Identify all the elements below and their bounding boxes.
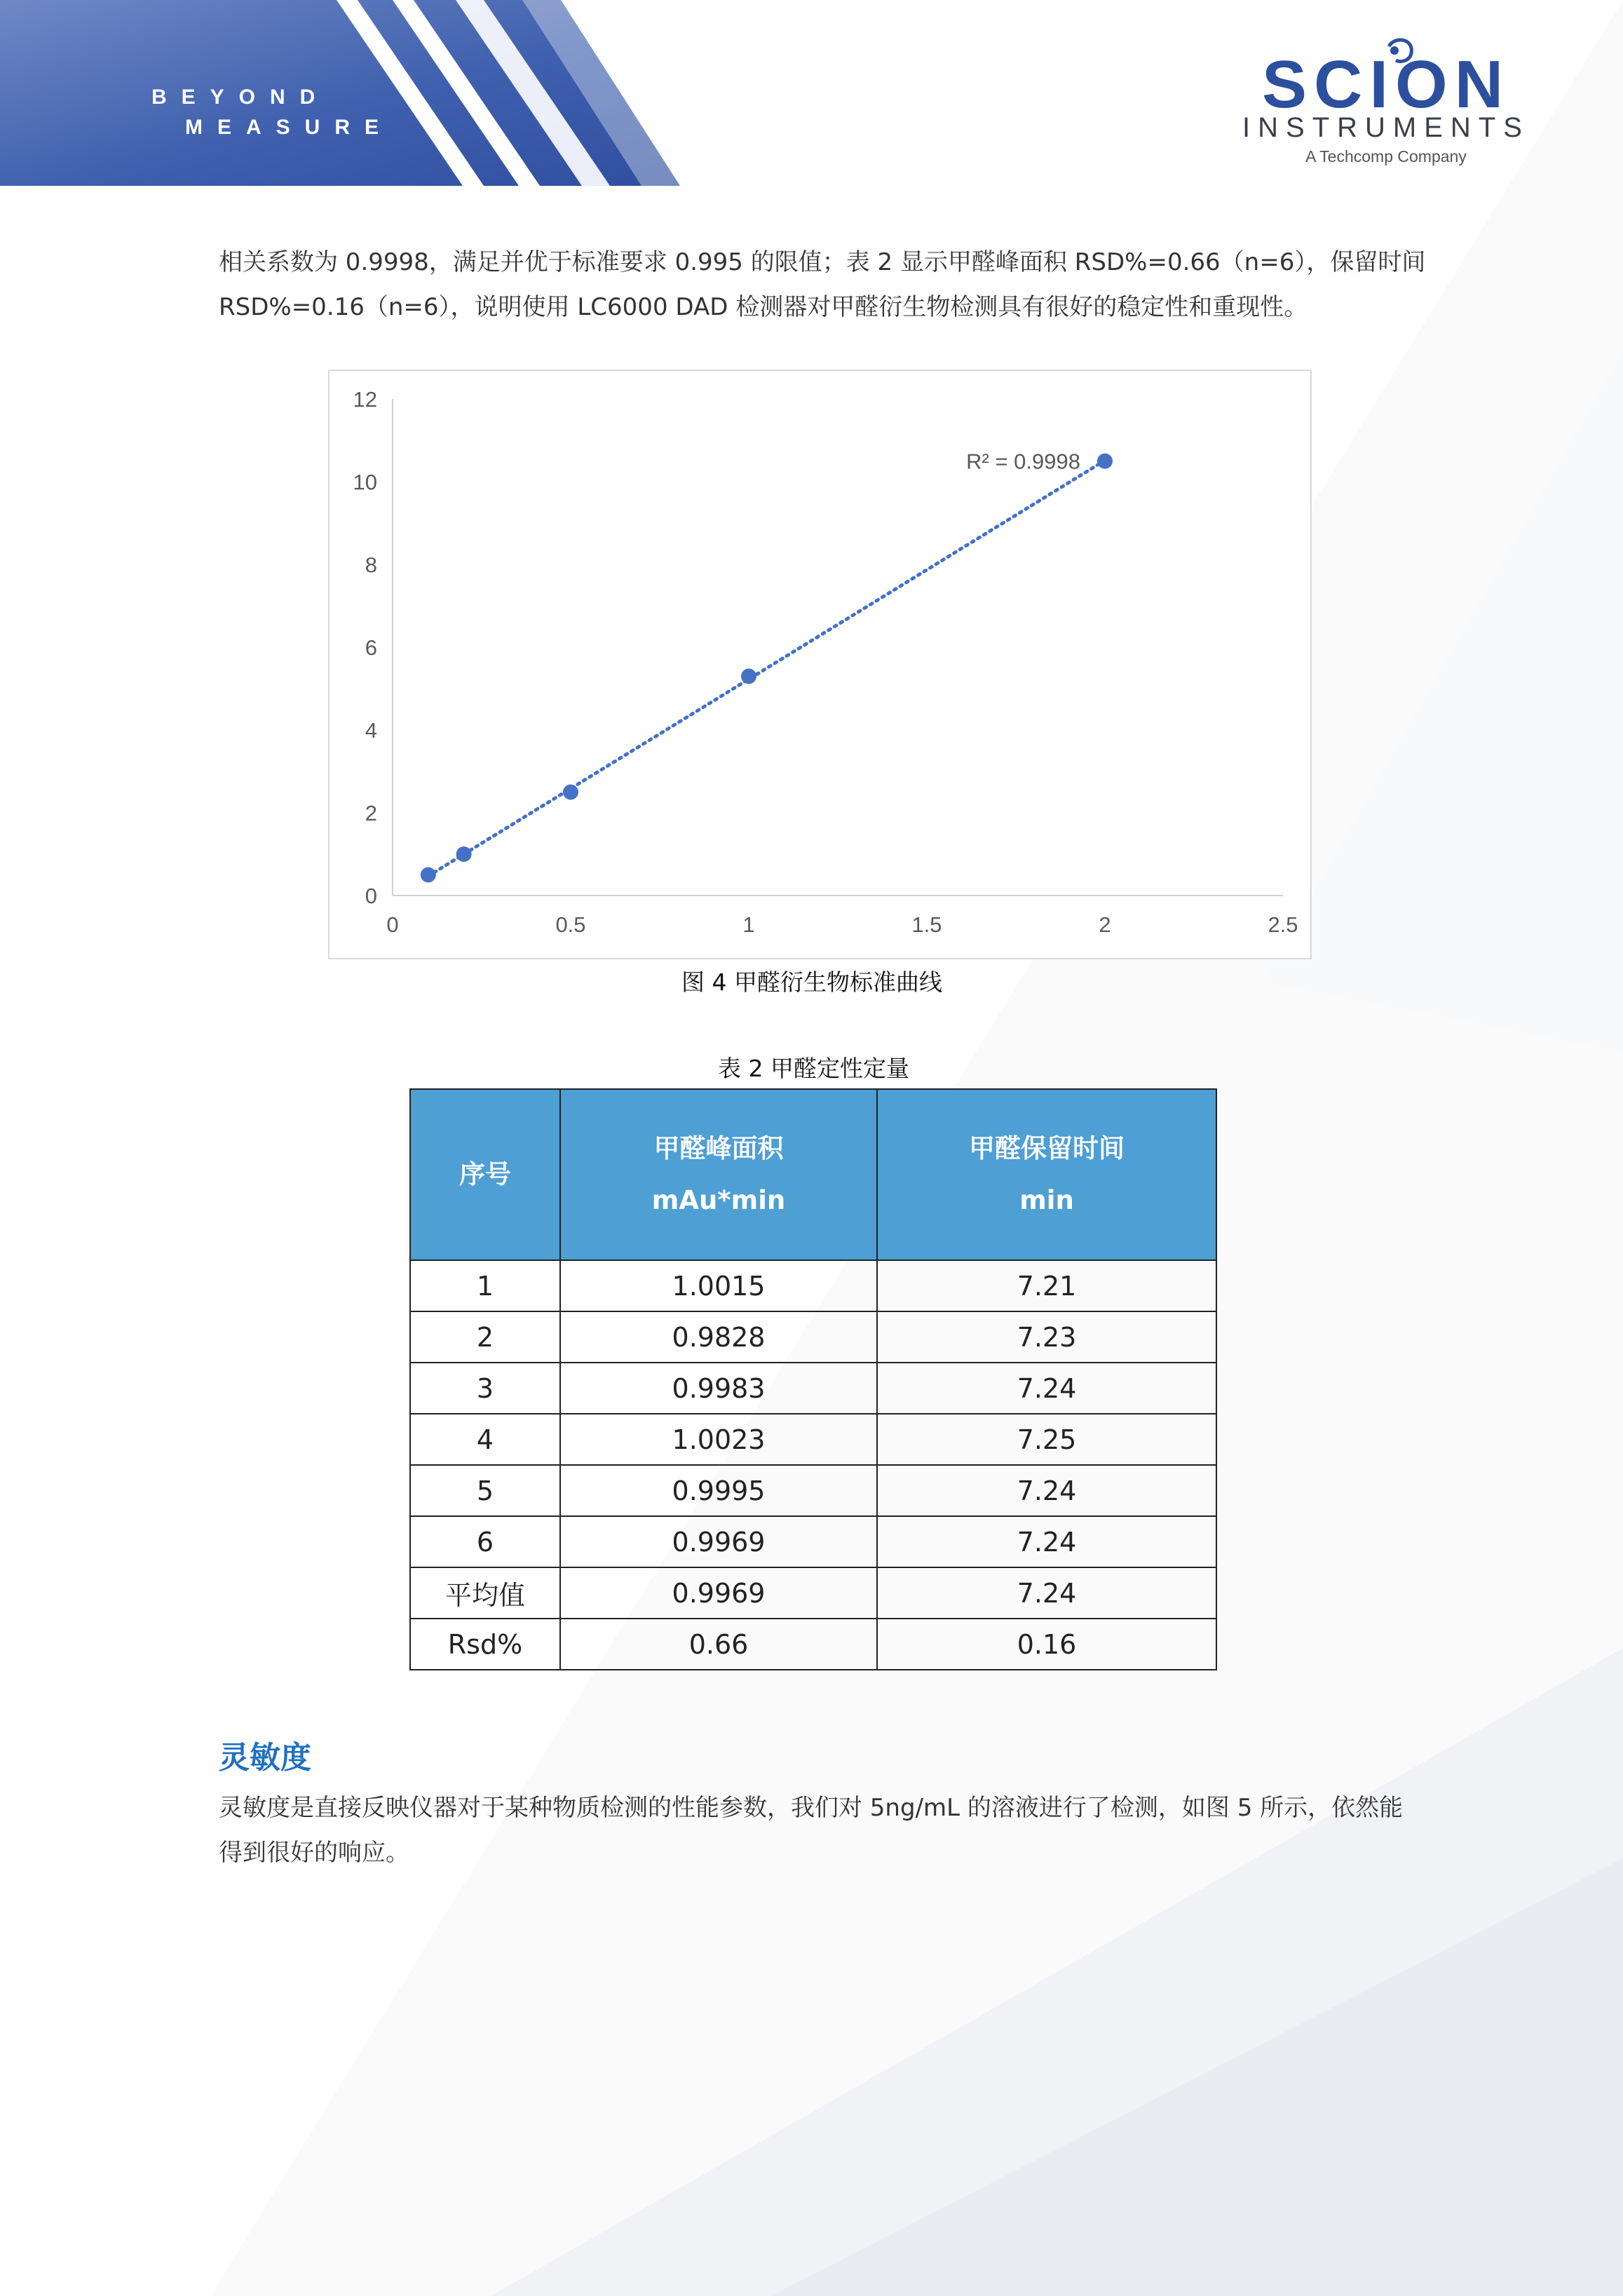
data-point [1097,454,1113,469]
cell-peak-area: 0.66 [560,1619,877,1670]
table-caption: 表 2 甲醛定性定量 [718,1055,909,1082]
table-row [410,1260,1216,1311]
cell-index: 5 [410,1465,560,1516]
logo-wordmark: SCION [1261,47,1511,122]
logo-subtitle: INSTRUMENTS [1242,112,1530,143]
y-tick-label: 10 [353,470,377,494]
x-tick-label: 0.5 [555,912,586,937]
header-banner [0,0,687,186]
y-tick-label: 0 [365,884,377,908]
table-body [410,1260,1216,1670]
scion-instruments-logo [1230,20,1546,174]
figure-caption: 图 4 甲醛衍生物标准曲线 [681,968,942,996]
r-squared-label: R² = 0.9998 [966,449,1080,474]
calibration-chart [328,370,1312,959]
y-tick-label: 12 [353,387,377,412]
cell-peak-area: 0.9969 [560,1567,877,1619]
intro-paragraph [219,240,1432,330]
y-tick-label: 2 [365,801,377,825]
data-point [456,846,472,862]
y-tick-label: 4 [365,718,377,743]
brand-line-measure: MEASURE [185,116,394,139]
cell-peak-area: 1.0023 [560,1414,877,1465]
table-row [410,1363,1216,1414]
table-row [410,1311,1216,1363]
cell-peak-area: 0.9828 [560,1311,877,1363]
cell-peak-area: 0.9983 [560,1363,877,1414]
logo-tagline: A Techcomp Company [1305,147,1467,166]
cell-index: Rsd% [410,1619,560,1670]
header-peak-area-unit: mAu*min [651,1185,786,1215]
header-retention-time-label: 甲醛保留时间 [969,1133,1125,1163]
table-row [410,1465,1216,1516]
sensitivity-paragraph [219,1785,1432,1875]
cell-retention-time: 7.24 [877,1465,1216,1516]
table-header-row [410,1089,1216,1260]
sensitivity-line-2: 得到很好的响应。 [219,1839,409,1867]
x-tick-label: 2.5 [1268,912,1298,937]
intro-line-1: 相关系数为 0.9998，满足并优于标准要求 0.995 的限值；表 2 显示甲醛峰面积 RSD%=0.66（n=6），保留时间 [219,248,1426,276]
data-point [741,668,756,684]
table-row [410,1516,1216,1567]
y-tick-label: 8 [365,553,377,577]
cell-retention-time: 7.23 [877,1311,1216,1363]
cell-peak-area: 1.0015 [560,1260,877,1311]
header-index-label: 序号 [459,1159,511,1189]
cell-index: 1 [410,1260,560,1311]
header-retention-time-unit: min [1019,1185,1074,1215]
cell-retention-time: 0.16 [877,1619,1216,1670]
y-tick-label: 6 [365,635,377,660]
cell-index: 平均值 [410,1567,560,1619]
chart-plot-area [330,371,1313,961]
header-index [410,1089,560,1260]
cell-index: 3 [410,1363,560,1414]
x-tick-label: 1 [742,912,755,937]
table-row [410,1619,1216,1670]
header-retention-time [877,1089,1216,1260]
cell-peak-area: 0.9969 [560,1516,877,1567]
cell-retention-time: 7.21 [877,1260,1216,1311]
x-tick-label: 2 [1099,912,1111,937]
cell-retention-time: 7.25 [877,1414,1216,1465]
section-heading-sensitivity: 灵敏度 [219,1740,311,1776]
data-point [563,785,578,800]
x-tick-label: 1.5 [911,912,942,937]
cell-retention-time: 7.24 [877,1567,1216,1619]
header-peak-area-label: 甲醛峰面积 [653,1133,784,1163]
header-peak-area [560,1089,877,1260]
cell-peak-area: 0.9995 [560,1465,877,1516]
table-row [410,1567,1216,1619]
cell-index: 4 [410,1414,560,1465]
x-tick-label: 0 [386,912,399,937]
table-row [410,1414,1216,1465]
intro-line-2: RSD%=0.16（n=6），说明使用 LC6000 DAD 检测器对甲醛衍生物检测具有很好的稳定性和重现性。 [219,293,1308,321]
cell-index: 2 [410,1311,560,1363]
trendline [428,461,1105,877]
cell-retention-time: 7.24 [877,1363,1216,1414]
sensitivity-line-1: 灵敏度是直接反映仪器对于某种物质检测的性能参数，我们对 5ng/mL 的溶液进行了检测，如图 5 所示，依然能 [219,1794,1404,1822]
data-point [421,867,436,883]
cell-retention-time: 7.24 [877,1516,1216,1567]
quantitation-table [409,1088,1217,1670]
brand-line-beyond: BEYOND [151,86,330,109]
cell-index: 6 [410,1516,560,1567]
